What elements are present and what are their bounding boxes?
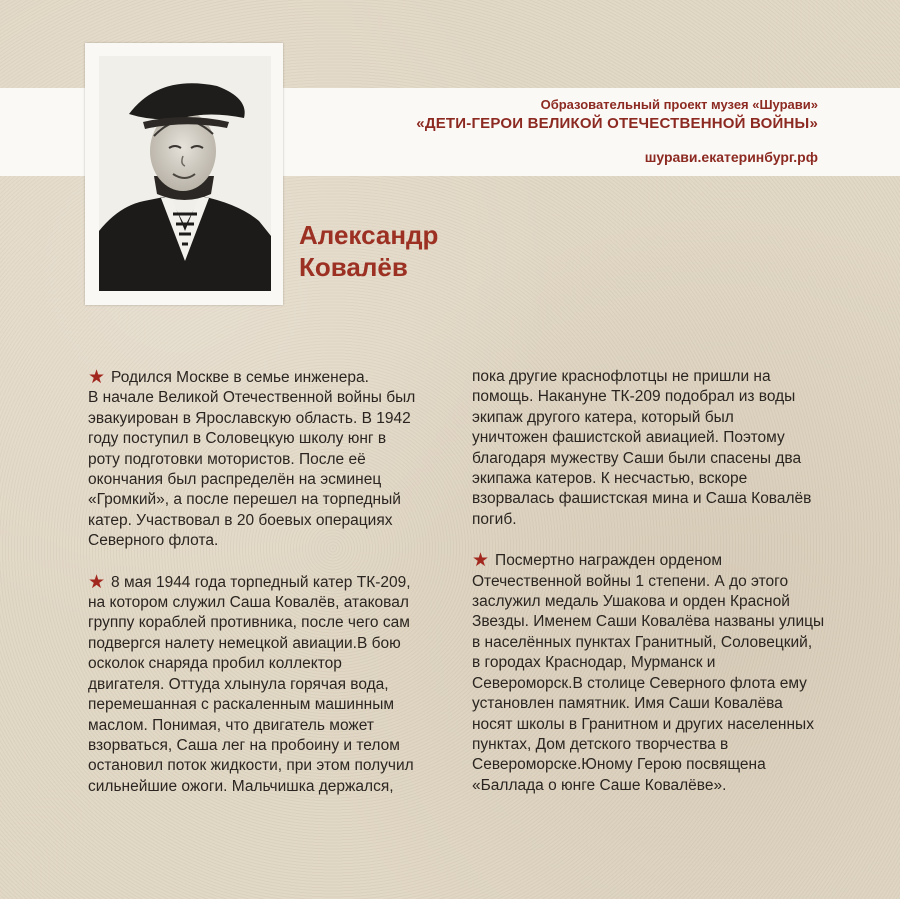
text-line: катер. Участвовал в 20 боевых операциях — [88, 511, 393, 529]
text-line: сильнейшие ожоги. Мальчишка держался, — [88, 777, 394, 795]
text-line: году поступил в Соловецкую школу юнг в — [88, 430, 387, 448]
text-line: в населённых пунктах Гранитный, Соловецкий, — [472, 633, 813, 651]
text-line: Звезды. Именем Саши Ковалёва названы улицы — [472, 613, 825, 631]
hero-name — [299, 219, 438, 283]
text-line: подвергся налету немецкой авиации.В бою — [88, 634, 401, 652]
text-line: экипаж другого катера, который был — [472, 408, 734, 426]
text-line: окончания был распределён на эсминец — [88, 471, 382, 489]
text-line: «Баллада о юнге Саше Ковалёве». — [472, 776, 727, 794]
paragraph-feat — [88, 572, 453, 797]
text-line: экипажа катеров. К несчастью, вскоре — [472, 470, 748, 488]
text-line: «Громкий», а после перешел на торпедный — [88, 491, 401, 509]
hero-first-name: Александр — [299, 220, 439, 250]
text-line: маслом. Понимая, что двигатель может — [88, 716, 374, 734]
text-line: погиб. — [472, 510, 517, 528]
text-line: пока другие краснофлотцы не пришли на — [472, 368, 771, 385]
text-line: Североморск.В столице Северного флота ему — [472, 674, 807, 692]
text-line: Родился Москве в семье инженера. — [111, 369, 369, 386]
star-icon: ★ — [472, 550, 490, 572]
text-line: роту подготовки мотористов. После её — [88, 450, 366, 468]
text-line: Североморске.Юному Герою посвящена — [472, 756, 766, 774]
portrait-photo — [99, 56, 271, 291]
paragraph-feat-continued — [472, 367, 842, 530]
hero-last-name: Ковалёв — [299, 252, 408, 282]
text-line: Отечественной войны 1 степени. А до этого — [472, 572, 789, 590]
text-line: установлен памятник. Имя Саши Ковалёва — [472, 695, 783, 713]
text-line: благодаря мужеству Саши были спасены два — [472, 449, 802, 467]
star-icon: ★ — [88, 367, 106, 388]
text-line: помощь. Накануне ТК-209 подобрал из воды — [472, 388, 796, 406]
text-line: взорваться, Саша лег на пробоину и телом — [88, 736, 400, 754]
text-line: Северного флота. — [88, 532, 219, 550]
text-line: взорвалась фашистская мина и Саша Ковалёв — [472, 490, 812, 508]
text-line: группу кораблей противника, после чего сам — [88, 614, 410, 632]
biography-column-2 — [472, 367, 842, 796]
project-subtitle: Образовательный проект музея «Шурави» — [540, 97, 818, 112]
text-line: осколок снаряда пробил коллектор — [88, 655, 342, 673]
text-line: заслужил медаль Ушакова и орден Красной — [472, 593, 790, 611]
text-line: 8 мая 1944 года торпедный катер ТК-209, — [111, 573, 411, 591]
project-header — [416, 96, 818, 134]
paragraph-birth — [88, 367, 453, 552]
text-line: эвакуирован в Ярославскую область. В 1942 — [88, 409, 411, 427]
text-line: Посмертно награжден орденом — [495, 552, 723, 570]
site-url: шурави.екатеринбург.рф — [644, 149, 818, 165]
text-line: перемешанная с раскаленным машинным — [88, 696, 394, 714]
text-line: В начале Великой Отечественной войны был — [88, 389, 416, 407]
text-line: двигателя. Оттуда хлынула горячая вода, — [88, 675, 389, 693]
text-line: на котором служил Саша Ковалёв, атаковал — [88, 594, 409, 612]
text-line: пунктах, Дом детского творчества в — [472, 735, 729, 753]
project-title: «ДЕТИ-ГЕРОИ ВЕЛИКОЙ ОТЕЧЕСТВЕННОЙ ВОЙНЫ» — [416, 115, 818, 132]
star-icon: ★ — [88, 571, 106, 593]
text-line: в городах Краснодар, Мурманск и — [472, 654, 716, 672]
paragraph-memory — [472, 550, 842, 796]
text-line: носят школы в Гранитном и других населенных — [472, 715, 814, 733]
text-line: остановил поток жидкости, при этом получил — [88, 757, 414, 775]
biography-column-1 — [88, 367, 453, 797]
text-line: уничтожен фашистской авиацией. Поэтому — [472, 429, 785, 447]
